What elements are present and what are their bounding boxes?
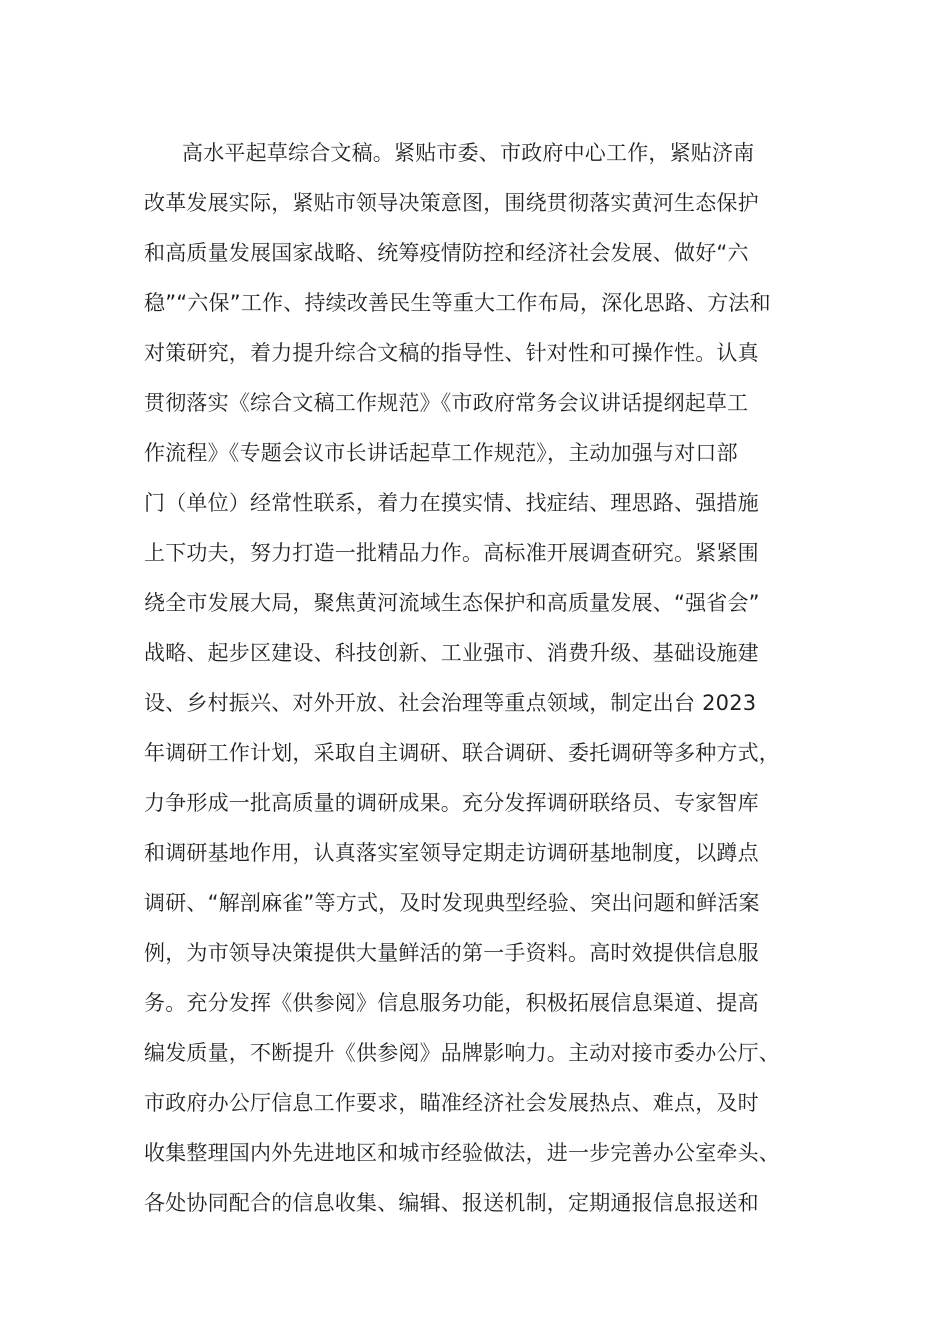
paragraph-line: 上下功夫，努力打造一批精品力作。高标准开展调查研究。紧紧围 (144, 541, 759, 565)
paragraph-line: 调研、“解剖麻雀”等方式，及时发现典型经验、突出问题和鲜活案 (144, 891, 760, 915)
paragraph-line: 门（单位）经常性联系，着力在摸实情、找症结、理思路、强措施 (144, 491, 759, 515)
paragraph-line: 作流程》《专题会议市长讲话起草工作规范》，主动加强与对口部 (144, 441, 738, 465)
paragraph-line: 稳”“六保”工作、持续改善民生等重大工作布局，深化思路、方法和 (144, 291, 771, 315)
paragraph-line: 务。充分发挥《供参阅》信息服务功能，积极拓展信息渠道、提高 (144, 991, 759, 1015)
paragraph-line: 收集整理国内外先进地区和城市经验做法，进一步完善办公室牵头、 (144, 1141, 780, 1165)
paragraph-line: 设、乡村振兴、对外开放、社会治理等重点领域，制定出台 2023 (144, 691, 757, 715)
paragraph-line: 战略、起步区建设、科技创新、工业强市、消费升级、基础设施建 (144, 641, 759, 665)
paragraph-line: 力争形成一批高质量的调研成果。充分发挥调研联络员、专家智库 (144, 791, 759, 815)
paragraph-line: 贯彻落实《综合文稿工作规范》《市政府常务会议讲话提纲起草工 (144, 391, 749, 415)
paragraph-line: 和调研基地作用，认真落实室领导定期走访调研基地制度，以蹲点 (144, 841, 759, 865)
body-paragraph (144, 128, 824, 1228)
paragraph-line: 高水平起草综合文稿。紧贴市委、市政府中心工作，紧贴济南 (182, 141, 755, 165)
paragraph-line: 例，为市领导决策提供大量鲜活的第一手资料。高时效提供信息服 (144, 941, 759, 965)
paragraph-line: 市政府办公厅信息工作要求，瞄准经济社会发展热点、难点，及时 (144, 1091, 759, 1115)
paragraph-line: 编发质量，不断提升《供参阅》品牌影响力。主动对接市委办公厅、 (144, 1041, 780, 1065)
paragraph-line: 改革发展实际，紧贴市领导决策意图，围绕贯彻落实黄河生态保护 (144, 191, 759, 215)
paragraph-line: 绕全市发展大局，聚焦黄河流域生态保护和高质量发展、“强省会” (144, 591, 760, 615)
paragraph-line: 和高质量发展国家战略、统筹疫情防控和经济社会发展、做好“六 (144, 241, 749, 265)
paragraph-line: 各处协同配合的信息收集、编辑、报送机制，定期通报信息报送和 (144, 1191, 759, 1215)
paragraph-line: 对策研究，着力提升综合文稿的指导性、针对性和可操作性。认真 (144, 341, 759, 365)
paragraph-line: 年调研工作计划，采取自主调研、联合调研、委托调研等多种方式， (144, 741, 780, 765)
